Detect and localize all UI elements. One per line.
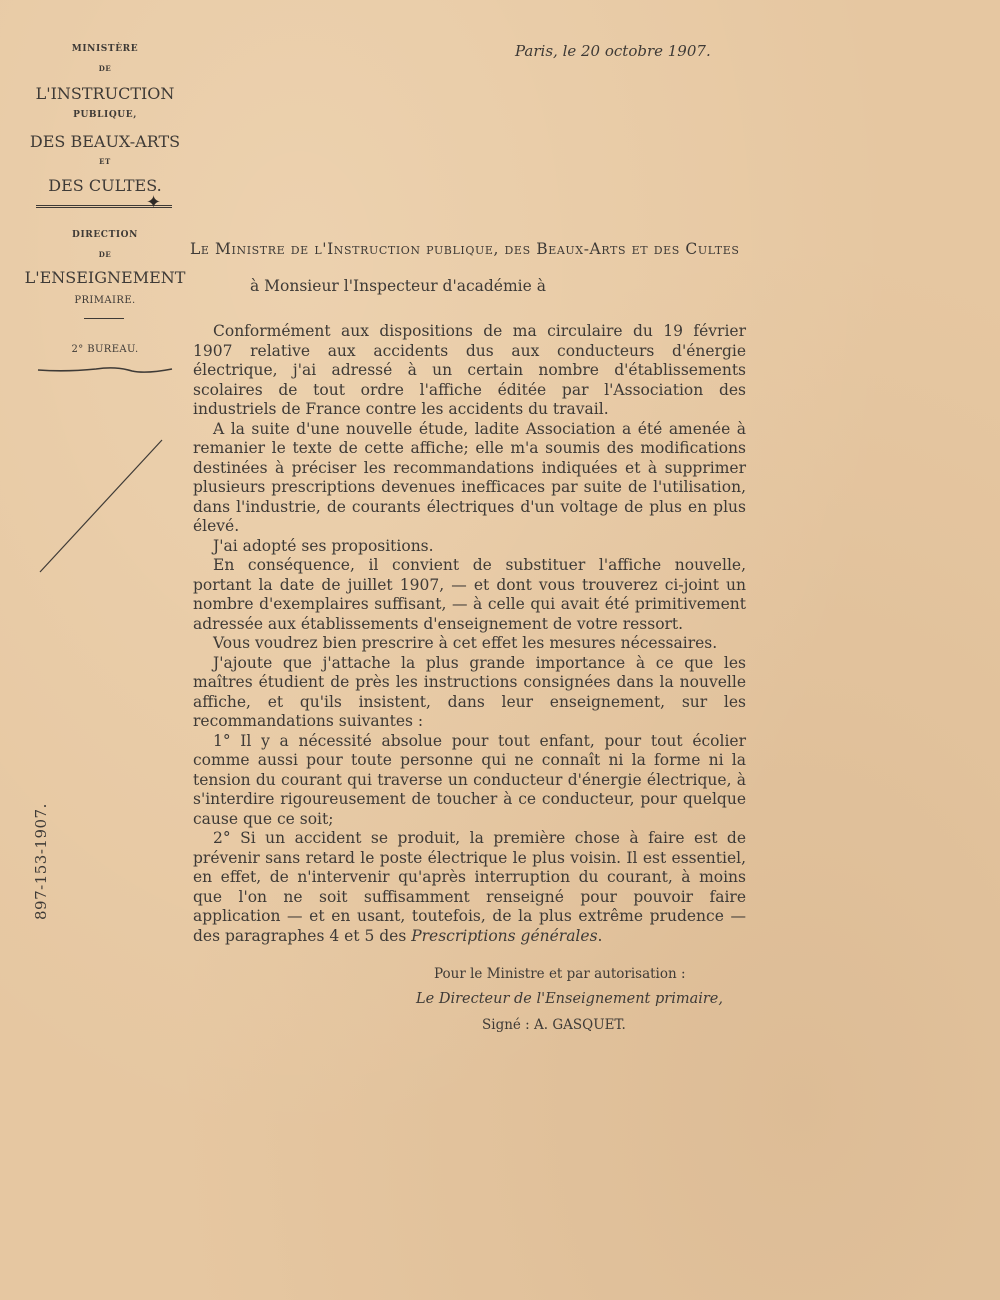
direction-line-2: DE [98,250,112,259]
ministry-line-6: ET [99,157,111,166]
paragraph-3: J'ai adopté ses propositions. [213,536,434,555]
paragraph-8 [193,829,746,946]
paragraph-8-end: . [597,926,603,945]
paragraph-7: 1° Il y a nécessité absolue pour tout enfant, pour tout écolier comme aussi pour toute personne qui ne connaît ni la forme ni la tension du courant qui traverse un conducteur d'énergie électrique, à s'interdire rigoureusement de toucher à ce conducteur, pour quelque cause que ce soit; [193,731,746,828]
paragraph-8-text: 2° Si un accident se produit, la première chose à faire est de prévenir sans retard le poste électrique le plus voisin. Il est essentiel, en effet, de n'intervenir qu'après interruption du courant, à moins que l'on ne soit suffisamment renseigné pour pouvoir faire application — et en usant, toutefois, de la plus extrême prudence — des paragraphes 4 et 5 des [193,829,746,945]
letter-date: Paris, le 20 octobre 1907. [515,42,711,60]
paragraph-5: Vous voudrez bien prescrire à cet effet les mesures nécessaires. [213,634,718,652]
ministry-line-3: L'INSTRUCTION [35,84,175,103]
paragraph-4: En conséquence, il convient de substituer l'affiche nouvelle, portant la date de juillet 1907, — et dont vous trouverez ci-joint un nombre d'exemplaires suffisant, — à celle qui avait été primitivement adressée aux établissements d'enseignement de votre ressort. [193,556,746,633]
direction-line-1: DIRECTION [72,230,138,240]
paragraph-8-emphasis: Prescriptions générales [411,926,598,945]
signature-line-1: Pour le Ministre et par autorisation : [434,966,686,982]
bureau-label: 2° BUREAU. [71,344,139,355]
ministry-line-2: DE [98,64,112,73]
ministry-line-4: PUBLIQUE, [73,110,137,120]
ministry-line-5: DES BEAUX-ARTS [29,132,181,151]
direction-line-3: L'ENSEIGNEMENT [24,268,186,287]
reference-number: 897-153-1907. [32,803,50,920]
ministry-line-1: MINISTÈRE [71,44,139,54]
rooster-ornament-icon: ✦ [146,192,162,213]
direction-rule [84,318,124,319]
ministry-line-7: DES CULTES. [48,176,162,195]
direction-line-4: PRIMAIRE. [74,295,136,306]
signature-line-2: Le Directeur de l'Enseignement primaire, [416,991,723,1007]
paragraph-1: Conformément aux dispositions de ma circulaire du 19 février 1907 relative aux accidents dus aux conducteurs d'énergie électrique, j'ai adressé à un certain nombre d'établissements scolaires de tout ordre l'affiche éditée par l'Association des industriels de France contre les accidents du travail. [193,322,746,418]
letter-title: Le Ministre de l'Instruction publique, des Beaux-Arts et des Cultes [190,240,740,258]
paragraph-2: A la suite d'une nouvelle étude, ladite Association a été amenée à remanier le texte de cette affiche; elle m'a soumis des modifications destinées à préciser les recommandations indiquées et à supprimer plusieurs prescriptions devenues inefficaces par suite de l'utilisation, dans l'industrie, de courants électriques d'un voltage de plus en plus élevé. [193,419,746,535]
letter-body [193,322,746,946]
diagonal-mark [38,438,168,578]
swash-rule [36,363,176,377]
paragraph-6: J'ajoute que j'attache la plus grande importance à ce que les maîtres étudient de près les instructions consignées dans la nouvelle affiche, et qu'ils insistent, dans leur enseignement, sur les recommandations suivantes : [193,653,746,730]
signature-line-3: Signé : A. GASQUET. [482,1017,626,1033]
letter-addressee: à Monsieur l'Inspecteur d'académie à [250,277,546,295]
